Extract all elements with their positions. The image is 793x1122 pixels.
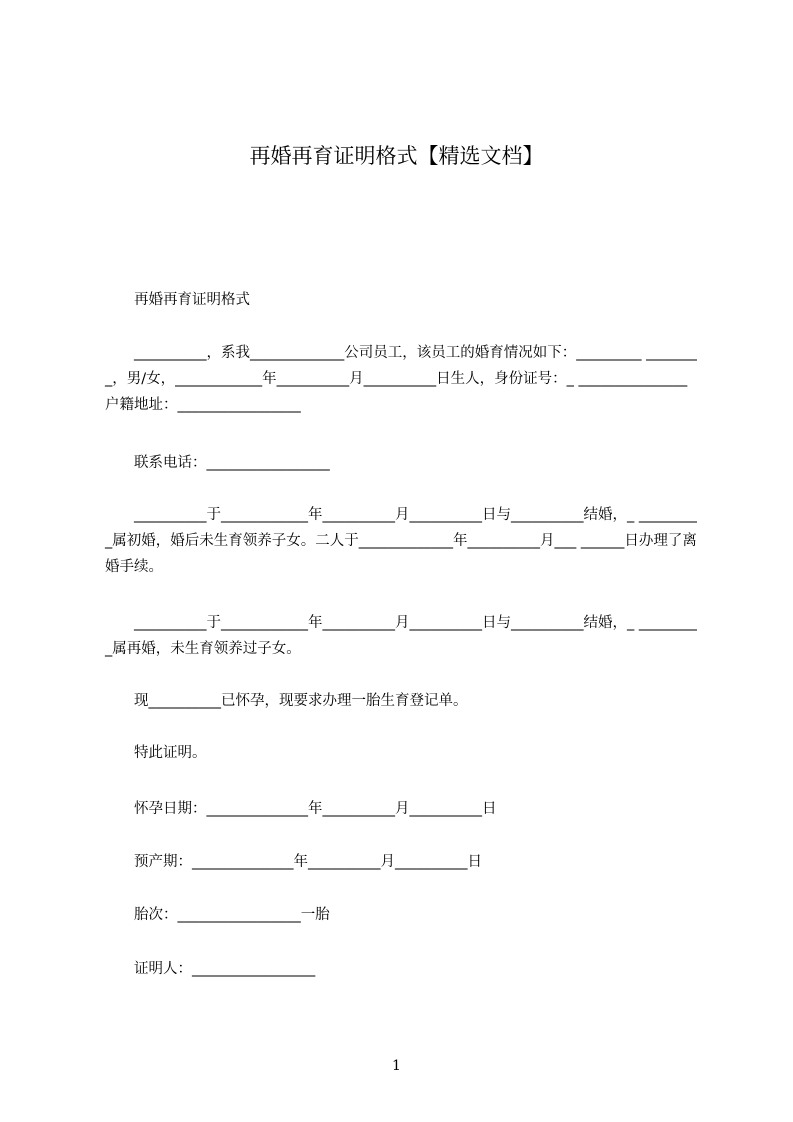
section-heading: 再婚再育证明格式 (105, 292, 250, 308)
birth-order-line: 胎次：_________________一胎 (105, 907, 330, 923)
certification-statement: 特此证明。 (105, 745, 207, 761)
page-number: 1 (392, 1058, 401, 1074)
document-title: 再婚再育证明格式【精选文档】 (249, 144, 544, 168)
due-date-line: 预产期：______________年__________月__________日 (105, 854, 482, 870)
certifier-line: 证明人：_________________ (105, 961, 316, 977)
pregnancy-request-line: 现__________已怀孕，现要求办理一胎生育登记单。 (105, 693, 468, 709)
employee-info-paragraph: __________，系我_____________公司员工，该员工的婚育情况如下：_________ ________，男/女，____________年__________月__________日生人，身份证号：_ _______________户籍地址：_________________ (105, 345, 697, 413)
remarriage-paragraph: __________于____________年__________月__________日与__________结婚，_ _________属再婚，未生育领养过子女。 (105, 615, 697, 657)
first-marriage-paragraph: __________于____________年__________月__________日与__________结婚，_ _________属初婚，婚后未生育领养子女。二人于_____________年__________月___ ______日办理了离婚手续。 (105, 507, 697, 575)
contact-phone-line: 联系电话：_________________ (105, 455, 330, 471)
pregnancy-date-line: 怀孕日期：______________年__________月__________日 (105, 801, 497, 817)
